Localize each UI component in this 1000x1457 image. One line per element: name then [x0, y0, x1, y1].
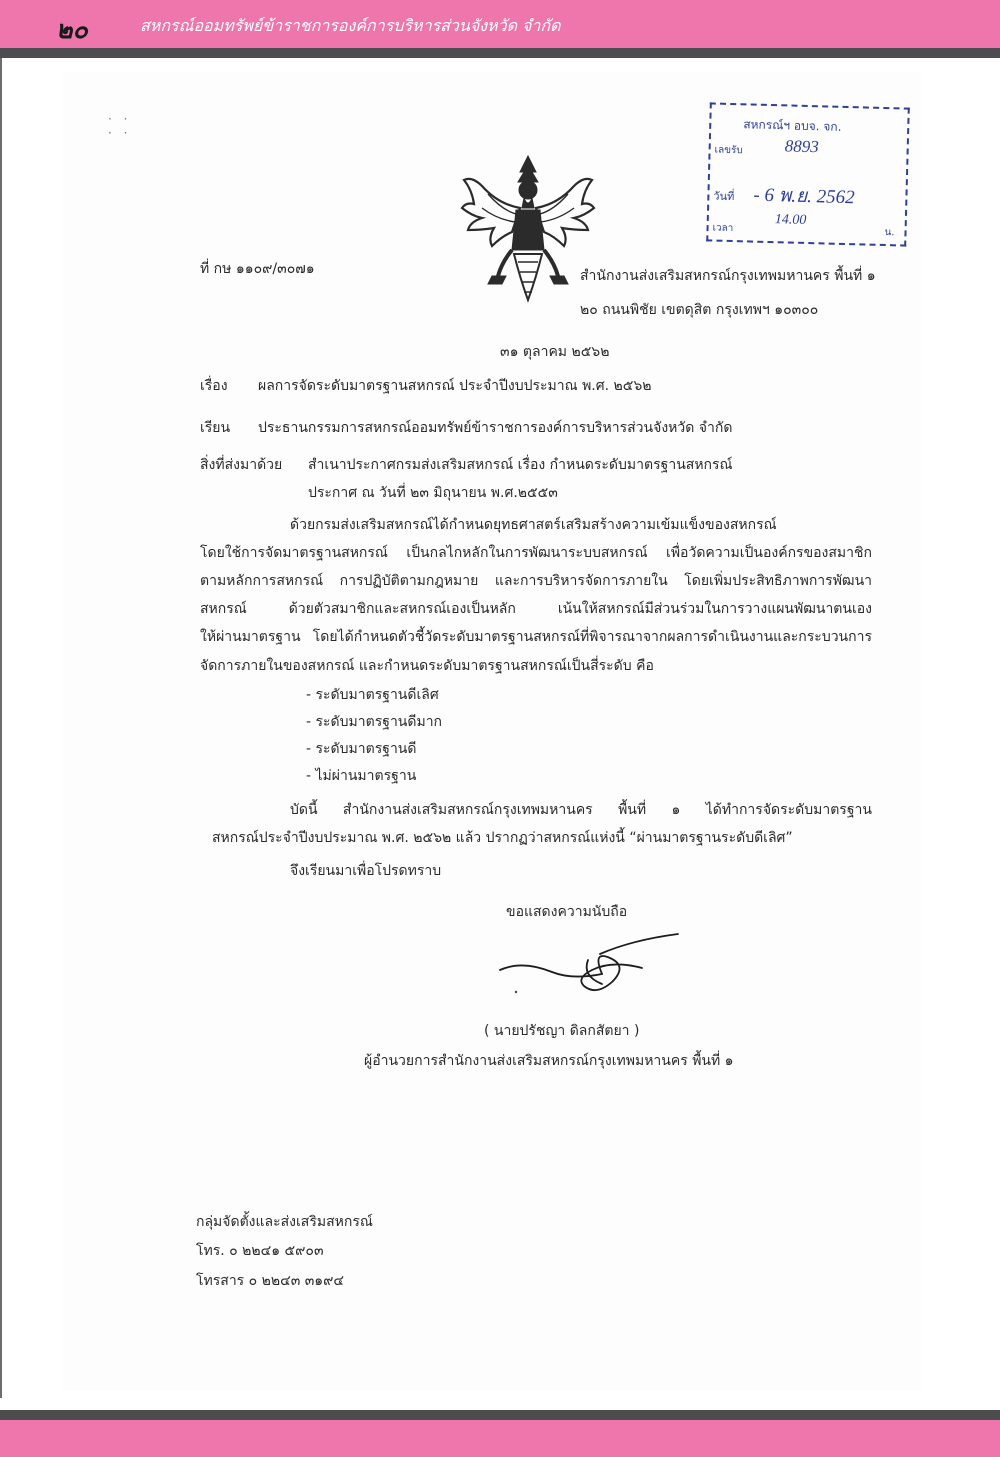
- sender-office: สำนักงานส่งเสริมสหกรณ์กรุงเทพมหานคร พื้นที่ ๑: [580, 268, 876, 284]
- level-item: - ไม่ผ่านมาตรฐาน: [306, 768, 417, 784]
- page-number: ๒๐: [56, 15, 88, 44]
- contact-group: กลุ่มจัดตั้งและส่งเสริมสหกรณ์: [196, 1214, 373, 1230]
- enclosure-line-1: สำเนาประกาศกรมส่งเสริมสหกรณ์ เรื่อง กำหนดระดับมาตรฐานสหกรณ์: [308, 457, 733, 473]
- letter-date: ๓๑ ตุลาคม ๒๕๖๒: [500, 344, 610, 360]
- stamp-time-suffix: น.: [884, 227, 895, 239]
- stamp-number-value: 8893: [784, 136, 819, 157]
- header-title: สหกรณ์ออมทรัพย์ข้าราชการองค์การบริหารส่วนจังหวัด จำกัด: [140, 16, 561, 35]
- left-margin-rule: [0, 58, 2, 1398]
- stamp-org: สหกรณ์ฯ อบจ. จก.: [743, 117, 842, 134]
- signer-title: ผู้อำนวยการสำนักงานส่งเสริมสหกรณ์กรุงเทพมหานคร พื้นที่ ๑: [364, 1053, 734, 1069]
- enclosure-label: สิ่งที่ส่งมาด้วย: [200, 457, 283, 473]
- garuda-emblem-icon: [458, 150, 598, 306]
- stamp-date-value: - 6 พ.ย. 2562: [753, 184, 855, 209]
- handwritten-signature: [492, 930, 682, 1000]
- level-item: - ระดับมาตรฐานดี: [306, 741, 417, 757]
- body-line-6: จัดการภายในของสหกรณ์ และกำหนดระดับมาตรฐานสหกรณ์เป็นสี่ระดับ คือ: [200, 658, 654, 674]
- result-line-1: บัดนี้ สำนักงานส่งเสริมสหกรณ์กรุงเทพมหานคร พื้นที่ ๑ ได้ทำการจัดระดับมาตรฐาน: [290, 802, 872, 818]
- received-stamp: [706, 102, 910, 246]
- stamp-date-label: วันที่: [713, 189, 735, 204]
- signer-name: ( นายปรัชญา ดิลกสัตยา ): [484, 1023, 640, 1039]
- level-item: - ระดับมาตรฐานดีเลิศ: [306, 687, 439, 703]
- letter-document: [62, 72, 922, 1390]
- body-line-3: ตามหลักการสหกรณ์ การปฏิบัติตามกฎหมาย และการบริหารจัดการภายใน โดยเพิ่มประสิทธิภาพการพัฒนา: [200, 573, 872, 589]
- body-line-5: ให้ผ่านมาตรฐาน โดยได้กำหนดตัวชี้วัดระดับมาตรฐานสหกรณ์ที่พิจารณาจากผลการดำเนินงานและกระบวนการ: [200, 629, 872, 645]
- stamp-time-label: เวลา: [712, 222, 734, 235]
- to-label: เรียน: [200, 420, 231, 436]
- stamp-number-label: เลขรับ: [714, 144, 743, 157]
- body-line-4: สหกรณ์ ด้วยตัวสมาชิกและสหกรณ์เองเป็นหลัก เน้นให้สหกรณ์มีส่วนร่วมในการวางแผนพัฒนาตนเอง: [200, 601, 872, 617]
- body-line-1: ด้วยกรมส่งเสริมสหกรณ์ได้กำหนดยุทธศาสตร์เสริมสร้างความเข้มแข็งของสหกรณ์: [290, 517, 777, 533]
- body-line-2: โดยใช้การจัดมาตรฐานสหกรณ์ เป็นกลไกหลักในการพัฒนาระบบสหกรณ์ เพื่อวัดความเป็นองค์กรของสมาชิก: [200, 545, 872, 561]
- closing-salutation: ขอแสดงความนับถือ: [506, 904, 628, 920]
- result-line-2: สหกรณ์ประจำปีงบประมาณ พ.ศ. ๒๕๖๒ แล้ว ปรากฏว่าสหกรณ์แห่งนี้ “ผ่านมาตรฐานระดับดีเลิศ”: [212, 830, 793, 846]
- contact-phone: โทร. ๐ ๒๒๔๑ ๕๙๐๓: [196, 1243, 324, 1259]
- closing-request: จึงเรียนมาเพื่อโปรดทราบ: [290, 863, 442, 879]
- stamp-time-value: 14.00: [774, 212, 807, 228]
- page-header: [0, 0, 1000, 48]
- footer-divider: [0, 1410, 1000, 1420]
- header-divider: [0, 48, 1000, 58]
- to-text: ประธานกรรมการสหกรณ์ออมทรัพย์ข้าราชการองค์การบริหารส่วนจังหวัด จำกัด: [258, 420, 733, 436]
- letter-ref: ที่ กษ ๑๑๐๙/๓๐๗๑: [200, 261, 315, 277]
- enclosure-line-2: ประกาศ ณ วันที่ ๒๓ มิถุนายน พ.ศ.๒๕๕๓: [308, 485, 558, 501]
- scan-specks: · · · ·: [108, 112, 132, 140]
- subject-label: เรื่อง: [200, 378, 228, 394]
- subject-text: ผลการจัดระดับมาตรฐานสหกรณ์ ประจำปีงบประมาณ พ.ศ. ๒๕๖๒: [258, 378, 652, 394]
- level-item: - ระดับมาตรฐานดีมาก: [306, 714, 443, 730]
- contact-fax: โทรสาร ๐ ๒๒๔๓ ๓๑๙๔: [196, 1273, 345, 1289]
- page-footer: [0, 1420, 1000, 1457]
- sender-address: ๒๐ ถนนพิชัย เขตดุสิต กรุงเทพฯ ๑๐๓๐๐: [580, 302, 819, 318]
